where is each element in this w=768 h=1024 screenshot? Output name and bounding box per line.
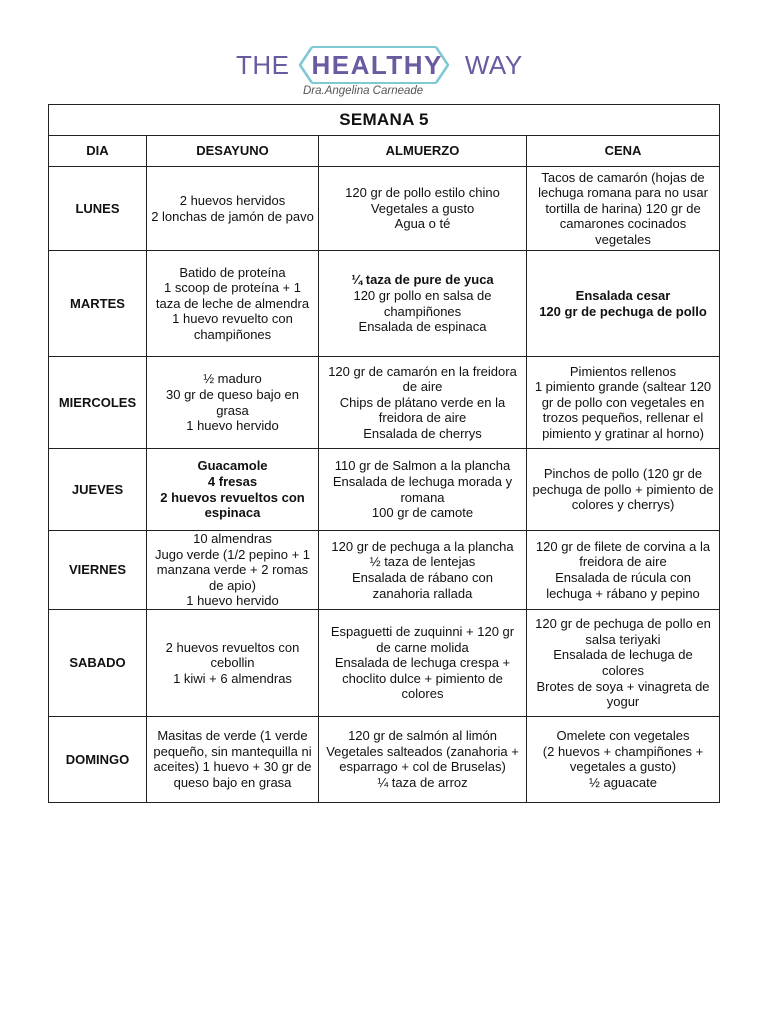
header-dia: DIA — [49, 136, 147, 167]
table-header-row — [49, 136, 720, 167]
logo-tagline: Dra.Angelina Carneade — [303, 85, 424, 97]
logo-word-way: WAY — [464, 50, 523, 80]
table-row-miercoles — [49, 357, 720, 449]
header-desayuno: DESAYUNO — [147, 136, 319, 167]
table-row-domingo — [49, 716, 720, 802]
almuerzo-cell: 120 gr de pechuga a la plancha ½ taza de lentejas Ensalada de rábano con zanahoria rallada — [319, 531, 527, 610]
logo-word-the: THE — [236, 50, 290, 80]
table-row-jueves — [49, 449, 720, 531]
weekly-meal-table — [48, 104, 720, 803]
almuerzo-cell — [319, 251, 527, 357]
day-cell: MARTES — [49, 251, 147, 357]
desayuno-cell: Batido de proteína 1 scoop de proteína + 1 taza de leche de almendra 1 huevo revuelto con champiñones — [147, 251, 319, 357]
brand-logo — [0, 40, 768, 102]
day-cell: VIERNES — [49, 531, 147, 610]
cena-cell: Omelete con vegetales (2 huevos + champiñones + vegetales a gusto) ½ aguacate — [527, 716, 720, 802]
day-cell: DOMINGO — [49, 716, 147, 802]
day-cell: SABADO — [49, 609, 147, 716]
day-cell: JUEVES — [49, 449, 147, 531]
almuerzo-bold-text: ¼ taza de pure de yuca — [351, 272, 494, 288]
cena-cell: 120 gr de pechuga de pollo en salsa teriyaki Ensalada de lechuga de colores Brotes de soya + vinagreta de yogur — [527, 609, 720, 716]
almuerzo-cell: 120 gr de salmón al limón Vegetales salteados (zanahoria + esparrago + col de Bruselas) ¼ taza de arroz — [319, 716, 527, 802]
logo-wordmark — [236, 42, 523, 88]
almuerzo-cell: 120 gr de camarón en la freidora de aire Chips de plátano verde en la freidora de aire Ensalada de cherrys — [319, 357, 527, 449]
logo-badge — [296, 45, 459, 85]
cena-cell: Tacos de camarón (hojas de lechuga romana para no usar tortilla de harina) 120 gr de camarones cocinados vegetales — [527, 167, 720, 251]
almuerzo-cell: Espaguetti de zuquinni + 120 gr de carne molida Ensalada de lechuga crespa + choclito dulce + pimiento de colores — [319, 609, 527, 716]
table-title-row — [49, 105, 720, 136]
cena-cell: 120 gr de filete de corvina a la freidora de aire Ensalada de rúcula con lechuga + rábano y pepino — [527, 531, 720, 610]
day-cell: MIERCOLES — [49, 357, 147, 449]
table-title: SEMANA 5 — [49, 105, 720, 136]
desayuno-cell: Masitas de verde (1 verde pequeño, sin mantequilla ni aceites) 1 huevo + 30 gr de queso bajo en grasa — [147, 716, 319, 802]
day-cell: LUNES — [49, 167, 147, 251]
table-row-sabado — [49, 609, 720, 716]
desayuno-cell: 2 huevos hervidos 2 lonchas de jamón de pavo — [147, 167, 319, 251]
cena-cell: Pimientos rellenos 1 pimiento grande (saltear 120 gr de pollo con vegetales en trozos pequeños, rellenar el pimiento y gratinar al horno) — [527, 357, 720, 449]
desayuno-cell: 2 huevos revueltos con cebollin 1 kiwi + 6 almendras — [147, 609, 319, 716]
cena-cell: Ensalada cesar 120 gr de pechuga de pollo — [527, 251, 720, 357]
table-row-lunes — [49, 167, 720, 251]
desayuno-cell: ½ maduro 30 gr de queso bajo en grasa 1 huevo hervido — [147, 357, 319, 449]
logo-word-healthy: HEALTHY — [311, 50, 443, 80]
cena-cell: Pinchos de pollo (120 gr de pechuga de pollo + pimiento de colores y cherrys) — [527, 449, 720, 531]
header-almuerzo: ALMUERZO — [319, 136, 527, 167]
desayuno-cell: 10 almendras Jugo verde (1/2 pepino + 1 manzana verde + 2 romas de apio) 1 huevo hervido — [147, 531, 319, 610]
almuerzo-cell: 120 gr de pollo estilo chino Vegetales a gusto Agua o té — [319, 167, 527, 251]
header-cena: CENA — [527, 136, 720, 167]
almuerzo-text: 120 gr pollo en salsa de champiñones Ensalada de espinaca — [353, 287, 492, 335]
table-row-martes — [49, 251, 720, 357]
almuerzo-cell: 110 gr de Salmon a la plancha Ensalada de lechuga morada y romana 100 gr de camote — [319, 449, 527, 531]
table-row-viernes — [49, 531, 720, 610]
desayuno-cell: Guacamole 4 fresas 2 huevos revueltos con espinaca — [147, 449, 319, 531]
